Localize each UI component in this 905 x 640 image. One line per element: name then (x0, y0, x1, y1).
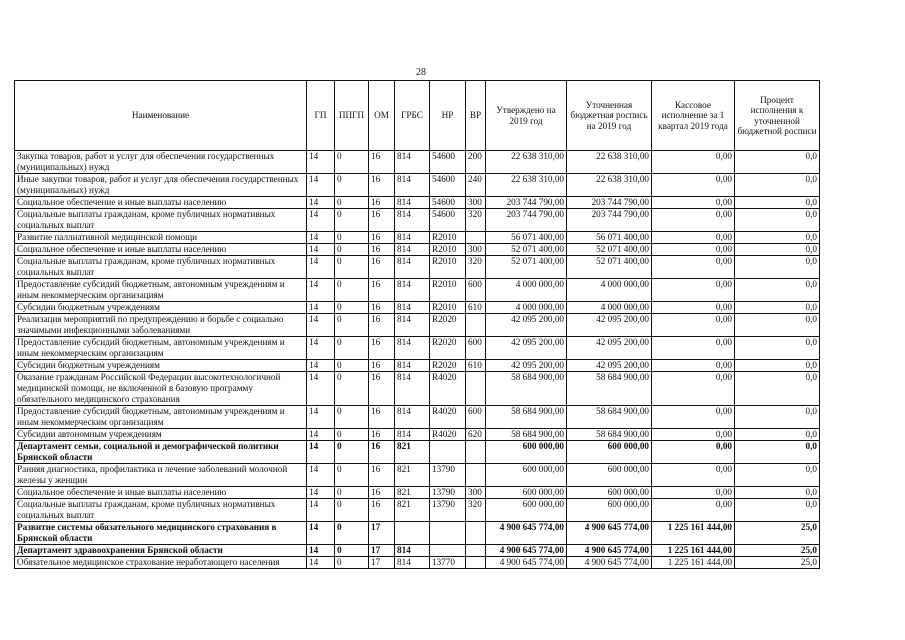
cell-refined: 4 900 645 774,00 (567, 522, 652, 545)
cell-nr (430, 441, 466, 464)
cell-vr (466, 464, 486, 487)
cell-om: 16 (369, 499, 395, 522)
table-row (15, 522, 820, 545)
cell-nr: R2010 (430, 256, 466, 279)
cell-gp: 14 (307, 441, 335, 464)
cell-vr: 600 (466, 406, 486, 429)
cell-cash: 0,00 (652, 302, 735, 314)
table-row (15, 464, 820, 487)
cell-approved: 22 638 310,00 (486, 151, 567, 174)
cell-refined: 4 000 000,00 (567, 279, 652, 302)
cell-gp: 14 (307, 174, 335, 197)
cell-refined: 42 095 200,00 (567, 360, 652, 372)
cell-cash: 0,00 (652, 429, 735, 441)
cell-ppgp: 0 (335, 464, 369, 487)
cell-om: 16 (369, 464, 395, 487)
cell-ppgp: 0 (335, 197, 369, 209)
cell-approved: 42 095 200,00 (486, 314, 567, 337)
cell-percent: 0,0 (735, 244, 820, 256)
cell-percent: 0,0 (735, 209, 820, 232)
cell-grbs: 814 (395, 372, 430, 406)
table-row (15, 337, 820, 360)
cell-percent: 25,0 (735, 545, 820, 557)
cell-percent: 0,0 (735, 174, 820, 197)
cell-nr: R4020 (430, 406, 466, 429)
cell-gp: 14 (307, 406, 335, 429)
cell-vr: 610 (466, 360, 486, 372)
cell-grbs: 821 (395, 487, 430, 499)
cell-name: Социальные выплаты гражданам, кроме публичных нормативных социальных выплат (15, 256, 307, 279)
cell-grbs: 821 (395, 464, 430, 487)
cell-nr: 13770 (430, 557, 466, 569)
table-row (15, 441, 820, 464)
cell-cash: 0,00 (652, 406, 735, 429)
cell-percent: 0,0 (735, 372, 820, 406)
col-header-name: Наименование (15, 81, 307, 151)
cell-gp: 14 (307, 429, 335, 441)
cell-om: 17 (369, 545, 395, 557)
cell-cash: 0,00 (652, 209, 735, 232)
cell-percent: 25,0 (735, 522, 820, 545)
table-row (15, 406, 820, 429)
cell-ppgp: 0 (335, 256, 369, 279)
cell-nr: 54600 (430, 209, 466, 232)
cell-name: Социальные выплаты гражданам, кроме публичных нормативных социальных выплат (15, 209, 307, 232)
cell-grbs: 821 (395, 441, 430, 464)
cell-approved: 203 744 790,00 (486, 197, 567, 209)
cell-refined: 58 684 900,00 (567, 429, 652, 441)
cell-nr: R2010 (430, 279, 466, 302)
cell-ppgp: 0 (335, 209, 369, 232)
cell-nr: R2020 (430, 360, 466, 372)
cell-nr: R2020 (430, 337, 466, 360)
cell-approved: 600 000,00 (486, 441, 567, 464)
cell-refined: 52 071 400,00 (567, 244, 652, 256)
cell-ppgp: 0 (335, 522, 369, 545)
cell-refined: 4 900 645 774,00 (567, 545, 652, 557)
cell-grbs: 814 (395, 337, 430, 360)
cell-name: Иные закупки товаров, работ и услуг для обеспечения государственных (муниципальных) нужд (15, 174, 307, 197)
cell-cash: 0,00 (652, 337, 735, 360)
cell-refined: 56 071 400,00 (567, 232, 652, 244)
cell-vr (466, 522, 486, 545)
table-row (15, 302, 820, 314)
cell-refined: 22 638 310,00 (567, 174, 652, 197)
col-header-om: ОМ (369, 81, 395, 151)
cell-vr: 320 (466, 209, 486, 232)
cell-approved: 42 095 200,00 (486, 360, 567, 372)
cell-ppgp: 0 (335, 174, 369, 197)
cell-vr: 600 (466, 279, 486, 302)
col-header-refined: Уточненная бюджетная роспись на 2019 год (567, 81, 652, 151)
cell-cash: 0,00 (652, 441, 735, 464)
cell-om: 16 (369, 302, 395, 314)
cell-gp: 14 (307, 464, 335, 487)
cell-gp: 14 (307, 279, 335, 302)
col-header-percent: Процент исполнения к уточненной бюджетной росписи (735, 81, 820, 151)
cell-refined: 58 684 900,00 (567, 372, 652, 406)
cell-om: 16 (369, 151, 395, 174)
cell-name: Социальное обеспечение и иные выплаты населению (15, 487, 307, 499)
table-header-row (15, 81, 820, 151)
table-row (15, 487, 820, 499)
cell-name: Социальные выплаты гражданам, кроме публичных нормативных социальных выплат (15, 499, 307, 522)
cell-cash: 0,00 (652, 464, 735, 487)
cell-gp: 14 (307, 545, 335, 557)
table-row (15, 279, 820, 302)
cell-vr: 320 (466, 499, 486, 522)
cell-gp: 14 (307, 209, 335, 232)
cell-approved: 4 000 000,00 (486, 302, 567, 314)
cell-refined: 52 071 400,00 (567, 256, 652, 279)
table-row (15, 197, 820, 209)
cell-refined: 42 095 200,00 (567, 337, 652, 360)
cell-refined: 42 095 200,00 (567, 314, 652, 337)
table-row (15, 244, 820, 256)
cell-approved: 52 071 400,00 (486, 244, 567, 256)
cell-nr: R2020 (430, 314, 466, 337)
cell-vr: 300 (466, 197, 486, 209)
cell-percent: 0,0 (735, 197, 820, 209)
cell-grbs: 814 (395, 406, 430, 429)
cell-ppgp: 0 (335, 429, 369, 441)
cell-gp: 14 (307, 314, 335, 337)
cell-approved: 4 900 645 774,00 (486, 522, 567, 545)
table-row (15, 372, 820, 406)
cell-approved: 4 900 645 774,00 (486, 557, 567, 569)
cell-name: Предоставление субсидий бюджетным, автономным учреждениям и иным некоммерческим организациям (15, 406, 307, 429)
cell-cash: 0,00 (652, 232, 735, 244)
cell-grbs: 814 (395, 279, 430, 302)
cell-gp: 14 (307, 197, 335, 209)
cell-name: Развитие паллиативной медицинской помощи (15, 232, 307, 244)
cell-nr: 13790 (430, 487, 466, 499)
cell-nr: 13790 (430, 464, 466, 487)
cell-refined: 22 638 310,00 (567, 151, 652, 174)
cell-gp: 14 (307, 232, 335, 244)
cell-percent: 0,0 (735, 464, 820, 487)
cell-approved: 600 000,00 (486, 499, 567, 522)
cell-gp: 14 (307, 487, 335, 499)
cell-grbs: 814 (395, 360, 430, 372)
cell-grbs: 814 (395, 302, 430, 314)
cell-ppgp: 0 (335, 441, 369, 464)
cell-vr (466, 545, 486, 557)
cell-cash: 0,00 (652, 256, 735, 279)
cell-grbs: 814 (395, 232, 430, 244)
cell-grbs: 814 (395, 209, 430, 232)
col-header-ppgp: ППГП (335, 81, 369, 151)
table-row (15, 545, 820, 557)
cell-cash: 0,00 (652, 372, 735, 406)
col-header-nr: НР (430, 81, 466, 151)
cell-nr: R4020 (430, 372, 466, 406)
cell-cash: 0,00 (652, 360, 735, 372)
cell-nr: R2010 (430, 232, 466, 244)
cell-om: 16 (369, 244, 395, 256)
cell-percent: 0,0 (735, 232, 820, 244)
cell-cash: 0,00 (652, 151, 735, 174)
budget-table (14, 80, 820, 569)
cell-gp: 14 (307, 557, 335, 569)
col-header-gp: ГП (307, 81, 335, 151)
table-row (15, 360, 820, 372)
cell-approved: 42 095 200,00 (486, 337, 567, 360)
cell-ppgp: 0 (335, 232, 369, 244)
cell-om: 16 (369, 441, 395, 464)
cell-om: 16 (369, 360, 395, 372)
cell-name: Субсидии бюджетным учреждениям (15, 360, 307, 372)
cell-name: Предоставление субсидий бюджетным, автономным учреждениям и иным некоммерческим организациям (15, 337, 307, 360)
cell-om: 16 (369, 209, 395, 232)
cell-om: 17 (369, 557, 395, 569)
cell-grbs: 814 (395, 197, 430, 209)
cell-grbs: 814 (395, 545, 430, 557)
cell-cash: 1 225 161 444,00 (652, 522, 735, 545)
cell-refined: 600 000,00 (567, 487, 652, 499)
cell-name: Ранняя диагностика, профилактика и лечение заболеваний молочной железы у женщин (15, 464, 307, 487)
cell-percent: 0,0 (735, 337, 820, 360)
cell-ppgp: 0 (335, 545, 369, 557)
cell-percent: 0,0 (735, 151, 820, 174)
cell-ppgp: 0 (335, 151, 369, 174)
col-header-vr: ВР (466, 81, 486, 151)
cell-name: Субсидии бюджетным учреждениям (15, 302, 307, 314)
cell-approved: 4 900 645 774,00 (486, 545, 567, 557)
cell-approved: 600 000,00 (486, 464, 567, 487)
cell-ppgp: 0 (335, 372, 369, 406)
cell-cash: 0,00 (652, 499, 735, 522)
cell-percent: 25,0 (735, 557, 820, 569)
cell-percent: 0,0 (735, 499, 820, 522)
cell-vr (466, 372, 486, 406)
cell-gp: 14 (307, 360, 335, 372)
cell-name: Социальное обеспечение и иные выплаты населению (15, 244, 307, 256)
cell-approved: 58 684 900,00 (486, 429, 567, 441)
cell-ppgp: 0 (335, 314, 369, 337)
cell-vr (466, 314, 486, 337)
table-row (15, 232, 820, 244)
cell-gp: 14 (307, 256, 335, 279)
page-number: 28 (416, 67, 426, 78)
col-header-approved: Утверждено на 2019 год (486, 81, 567, 151)
cell-vr: 200 (466, 151, 486, 174)
cell-grbs: 814 (395, 256, 430, 279)
cell-grbs: 814 (395, 314, 430, 337)
cell-nr (430, 522, 466, 545)
table-body (15, 151, 820, 569)
cell-vr: 300 (466, 244, 486, 256)
cell-ppgp: 0 (335, 244, 369, 256)
cell-name: Оказание гражданам Российской Федерации высокотехнологичной медицинской помощи, не включенной в базовую программу обязательного медицинского страхования (15, 372, 307, 406)
cell-vr: 320 (466, 256, 486, 279)
cell-ppgp: 0 (335, 557, 369, 569)
cell-om: 16 (369, 314, 395, 337)
cell-approved: 52 071 400,00 (486, 256, 567, 279)
cell-name: Развитие системы обязательного медицинского страхования в Брянской области (15, 522, 307, 545)
cell-ppgp: 0 (335, 279, 369, 302)
cell-cash: 0,00 (652, 174, 735, 197)
table-row (15, 256, 820, 279)
cell-om: 16 (369, 256, 395, 279)
cell-nr: R2010 (430, 244, 466, 256)
cell-om: 16 (369, 232, 395, 244)
cell-cash: 1 225 161 444,00 (652, 557, 735, 569)
cell-grbs: 814 (395, 174, 430, 197)
cell-nr: 54600 (430, 151, 466, 174)
cell-percent: 0,0 (735, 360, 820, 372)
cell-nr: R2010 (430, 302, 466, 314)
cell-vr (466, 232, 486, 244)
table-row (15, 151, 820, 174)
cell-approved: 58 684 900,00 (486, 406, 567, 429)
cell-nr: R4020 (430, 429, 466, 441)
cell-name: Департамент семьи, социальной и демографической политики Брянской области (15, 441, 307, 464)
cell-name: Предоставление субсидий бюджетным, автономным учреждениям и иным некоммерческим организациям (15, 279, 307, 302)
cell-refined: 600 000,00 (567, 499, 652, 522)
cell-refined: 4 000 000,00 (567, 302, 652, 314)
cell-ppgp: 0 (335, 487, 369, 499)
cell-refined: 4 900 645 774,00 (567, 557, 652, 569)
cell-percent: 0,0 (735, 279, 820, 302)
cell-percent: 0,0 (735, 441, 820, 464)
cell-percent: 0,0 (735, 429, 820, 441)
cell-approved: 203 744 790,00 (486, 209, 567, 232)
table-row (15, 314, 820, 337)
cell-refined: 600 000,00 (567, 464, 652, 487)
cell-gp: 14 (307, 244, 335, 256)
table-row (15, 557, 820, 569)
cell-gp: 14 (307, 522, 335, 545)
cell-gp: 14 (307, 337, 335, 360)
cell-om: 16 (369, 429, 395, 441)
cell-vr (466, 441, 486, 464)
table-row (15, 174, 820, 197)
cell-refined: 600 000,00 (567, 441, 652, 464)
cell-approved: 4 000 000,00 (486, 279, 567, 302)
cell-vr (466, 557, 486, 569)
cell-percent: 0,0 (735, 302, 820, 314)
cell-cash: 0,00 (652, 314, 735, 337)
cell-percent: 0,0 (735, 406, 820, 429)
cell-approved: 22 638 310,00 (486, 174, 567, 197)
cell-om: 16 (369, 406, 395, 429)
cell-nr (430, 545, 466, 557)
cell-cash: 0,00 (652, 487, 735, 499)
cell-gp: 14 (307, 151, 335, 174)
cell-vr: 610 (466, 302, 486, 314)
cell-cash: 0,00 (652, 197, 735, 209)
cell-ppgp: 0 (335, 406, 369, 429)
cell-vr: 600 (466, 337, 486, 360)
cell-refined: 203 744 790,00 (567, 197, 652, 209)
cell-percent: 0,0 (735, 256, 820, 279)
cell-vr: 300 (466, 487, 486, 499)
cell-cash: 1 225 161 444,00 (652, 545, 735, 557)
cell-om: 16 (369, 372, 395, 406)
table-row (15, 209, 820, 232)
cell-name: Субсидии автономным учреждениям (15, 429, 307, 441)
cell-percent: 0,0 (735, 314, 820, 337)
cell-refined: 203 744 790,00 (567, 209, 652, 232)
cell-refined: 58 684 900,00 (567, 406, 652, 429)
cell-om: 16 (369, 279, 395, 302)
cell-name: Обязательное медицинское страхование неработающего населения (15, 557, 307, 569)
table-row (15, 499, 820, 522)
cell-ppgp: 0 (335, 302, 369, 314)
cell-approved: 56 071 400,00 (486, 232, 567, 244)
cell-gp: 14 (307, 372, 335, 406)
cell-name: Закупка товаров, работ и услуг для обеспечения государственных (муниципальных) нужд (15, 151, 307, 174)
cell-om: 16 (369, 487, 395, 499)
cell-grbs: 814 (395, 429, 430, 441)
cell-om: 16 (369, 174, 395, 197)
cell-name: Департамент здравоохранения Брянской области (15, 545, 307, 557)
cell-vr: 240 (466, 174, 486, 197)
cell-approved: 58 684 900,00 (486, 372, 567, 406)
table-row (15, 429, 820, 441)
cell-ppgp: 0 (335, 360, 369, 372)
col-header-grbs: ГРБС (395, 81, 430, 151)
cell-gp: 14 (307, 499, 335, 522)
cell-ppgp: 0 (335, 337, 369, 360)
cell-om: 17 (369, 522, 395, 545)
cell-gp: 14 (307, 302, 335, 314)
cell-name: Реализация мероприятий по предупреждению и борьбе с социально значимыми инфекционными заболеваниями (15, 314, 307, 337)
col-header-cash: Кассовое исполнение за 1 квартал 2019 года (652, 81, 735, 151)
cell-grbs: 821 (395, 499, 430, 522)
cell-grbs: 814 (395, 244, 430, 256)
cell-grbs: 814 (395, 557, 430, 569)
cell-nr: 13790 (430, 499, 466, 522)
cell-name: Социальное обеспечение и иные выплаты населению (15, 197, 307, 209)
cell-approved: 600 000,00 (486, 487, 567, 499)
cell-grbs (395, 522, 430, 545)
cell-cash: 0,00 (652, 279, 735, 302)
cell-om: 16 (369, 197, 395, 209)
cell-om: 16 (369, 337, 395, 360)
cell-vr: 620 (466, 429, 486, 441)
cell-ppgp: 0 (335, 499, 369, 522)
cell-percent: 0,0 (735, 487, 820, 499)
cell-nr: 54600 (430, 174, 466, 197)
cell-grbs: 814 (395, 151, 430, 174)
cell-nr: 54600 (430, 197, 466, 209)
cell-cash: 0,00 (652, 244, 735, 256)
